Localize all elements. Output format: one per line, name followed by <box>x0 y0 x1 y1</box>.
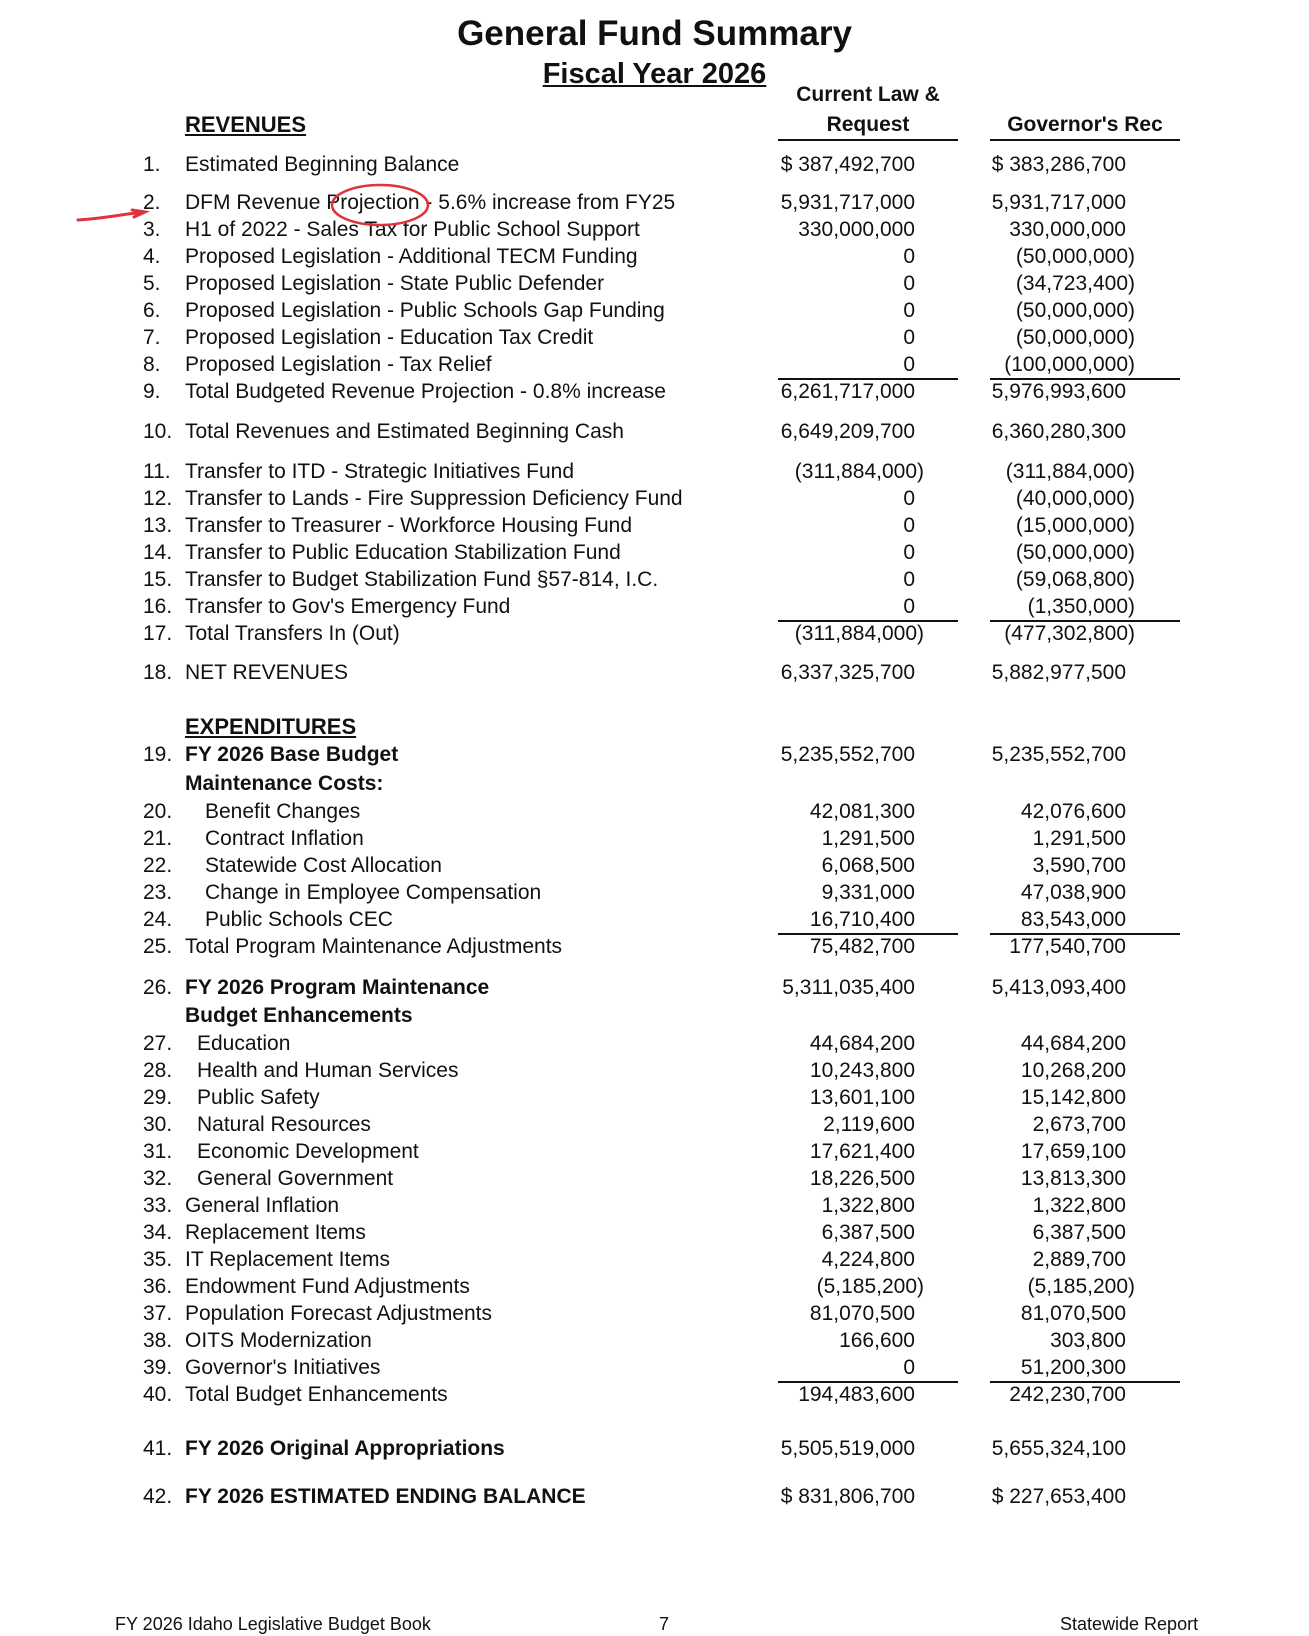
row-label: IT Replacement Items <box>185 1248 391 1271</box>
row-number: 7. <box>143 326 161 349</box>
row-governors-rec: (34,723,400) <box>1015 272 1135 295</box>
row-current-law: 0 <box>903 595 915 618</box>
row-number: 8. <box>143 353 161 376</box>
row-number: 21. <box>143 827 173 850</box>
row-governors-rec: $ 227,653,400 <box>991 1485 1126 1508</box>
row-label: Proposed Legislation - Tax Relief <box>185 353 492 376</box>
row-governors-rec: 83,543,000 <box>1020 908 1126 931</box>
row-number: 29. <box>143 1086 173 1109</box>
row-number: 42. <box>143 1485 173 1508</box>
row-current-law: $ 387,492,700 <box>780 153 915 176</box>
row-label: Proposed Legislation - Additional TECM Funding <box>185 245 638 268</box>
row-current-law: $ 831,806,700 <box>780 1485 915 1508</box>
row-governors-rec: 5,976,993,600 <box>991 380 1126 403</box>
row-governors-rec: 5,235,552,700 <box>991 743 1126 766</box>
row-governors-rec: (40,000,000) <box>1015 487 1135 510</box>
row-number: 15. <box>143 568 173 591</box>
subsection-budget-enhancements: Budget Enhancements <box>185 1004 413 1027</box>
row-label: Proposed Legislation - Public Schools Gap Funding <box>185 299 665 322</box>
row-current-law: 5,505,519,000 <box>780 1437 915 1460</box>
page-title: General Fund Summary <box>457 14 852 53</box>
section-expenditures: EXPENDITURES <box>185 714 357 739</box>
row-current-law: 44,684,200 <box>809 1032 915 1055</box>
row-governors-rec: (50,000,000) <box>1015 299 1135 322</box>
row-governors-rec: (50,000,000) <box>1015 541 1135 564</box>
row-governors-rec: (311,884,000) <box>1005 460 1135 483</box>
column-header-current-law-line1: Current Law & <box>796 83 940 106</box>
row-current-law: 0 <box>903 245 915 268</box>
row-current-law: 81,070,500 <box>809 1302 915 1325</box>
row-governors-rec: (15,000,000) <box>1015 514 1135 537</box>
row-current-law: 18,226,500 <box>809 1167 915 1190</box>
row-current-law: 9,331,000 <box>821 881 915 904</box>
row-governors-rec: 5,413,093,400 <box>991 976 1126 999</box>
red-arrow-mark <box>78 210 145 220</box>
row-governors-rec: (477,302,800) <box>1004 622 1135 645</box>
row-governors-rec: (5,185,200) <box>1027 1275 1135 1298</box>
row-governors-rec: 3,590,700 <box>1032 854 1126 877</box>
row-governors-rec: (59,068,800) <box>1015 568 1135 591</box>
row-label: Total Transfers In (Out) <box>185 622 400 645</box>
row-label: OITS Modernization <box>185 1329 372 1352</box>
row-governors-rec: 2,673,700 <box>1032 1113 1126 1136</box>
row-label: H1 of 2022 - Sales Tax for Public School Support <box>185 218 640 241</box>
row-label: NET REVENUES <box>185 661 348 684</box>
row-label: FY 2026 Base Budget <box>185 743 399 766</box>
row-label: Total Program Maintenance Adjustments <box>185 935 563 958</box>
row-governors-rec: 81,070,500 <box>1020 1302 1126 1325</box>
row-governors-rec: 51,200,300 <box>1020 1356 1126 1379</box>
row-number: 12. <box>143 487 173 510</box>
row-current-law: (311,884,000) <box>794 622 924 645</box>
row-label: Education <box>197 1032 291 1055</box>
row-label: Total Revenues and Estimated Beginning Cash <box>185 420 624 443</box>
row-label: FY 2026 Original Appropriations <box>185 1437 505 1460</box>
row-number: 17. <box>143 622 173 645</box>
row-label: Proposed Legislation - Education Tax Credit <box>185 326 594 349</box>
row-governors-rec: 44,684,200 <box>1020 1032 1126 1055</box>
row-current-law: 75,482,700 <box>809 935 915 958</box>
row-current-law: 2,119,600 <box>823 1113 915 1136</box>
row-current-law: 194,483,600 <box>798 1383 915 1406</box>
row-label: Natural Resources <box>197 1113 371 1136</box>
section-revenues: REVENUES <box>185 112 307 137</box>
footer-book-title: FY 2026 Idaho Legislative Budget Book <box>115 1614 431 1634</box>
row-governors-rec: 1,322,800 <box>1032 1194 1126 1217</box>
row-label: Endowment Fund Adjustments <box>185 1275 470 1298</box>
row-number: 35. <box>143 1248 173 1271</box>
row-number: 23. <box>143 881 173 904</box>
row-label: General Inflation <box>185 1194 340 1217</box>
row-current-law: 6,387,500 <box>821 1221 915 1244</box>
row-number: 24. <box>143 908 173 931</box>
row-label: Transfer to ITD - Strategic Initiatives Fund <box>185 460 575 483</box>
row-number: 3. <box>143 218 161 241</box>
row-current-law: 17,621,400 <box>809 1140 915 1163</box>
row-governors-rec: 330,000,000 <box>1009 218 1126 241</box>
row-number: 14. <box>143 541 173 564</box>
row-number: 41. <box>143 1437 173 1460</box>
column-header-governors-rec: Governor's Rec <box>1007 113 1163 136</box>
row-current-law: (5,185,200) <box>816 1275 924 1298</box>
row-current-law: (311,884,000) <box>794 460 924 483</box>
column-header-current-law-line2: Request <box>826 113 910 136</box>
row-governors-rec: $ 383,286,700 <box>991 153 1126 176</box>
row-label: Total Budget Enhancements <box>185 1383 448 1406</box>
row-number: 13. <box>143 514 173 537</box>
footer-report-name: Statewide Report <box>1060 1614 1199 1634</box>
row-label: Transfer to Budget Stabilization Fund §57-814, I.C. <box>185 568 659 591</box>
row-governors-rec: 10,268,200 <box>1020 1059 1126 1082</box>
row-current-law: 0 <box>903 326 915 349</box>
row-current-law: 6,261,717,000 <box>780 380 915 403</box>
row-number: 16. <box>143 595 173 618</box>
row-label: Economic Development <box>197 1140 419 1163</box>
row-label: Transfer to Public Education Stabilization Fund <box>185 541 621 564</box>
row-number: 4. <box>143 245 161 268</box>
row-governors-rec: (100,000,000) <box>1004 353 1135 376</box>
row-current-law: 0 <box>903 1356 915 1379</box>
row-label: Contract Inflation <box>205 827 364 850</box>
row-label: Transfer to Gov's Emergency Fund <box>185 595 511 618</box>
row-label: Public Schools CEC <box>205 908 393 931</box>
row-number: 5. <box>143 272 161 295</box>
row-number: 9. <box>143 380 161 403</box>
row-number: 28. <box>143 1059 173 1082</box>
row-current-law: 16,710,400 <box>809 908 915 931</box>
row-number: 34. <box>143 1221 173 1244</box>
row-label: Proposed Legislation - State Public Defender <box>185 272 605 295</box>
row-label: DFM Revenue Projection - 5.6% increase from FY25 <box>185 191 676 214</box>
row-current-law: 0 <box>903 487 915 510</box>
row-current-law: 1,291,500 <box>821 827 915 850</box>
row-number: 32. <box>143 1167 173 1190</box>
row-label: Replacement Items <box>185 1221 366 1244</box>
row-label: Governor's Initiatives <box>185 1356 381 1379</box>
row-governors-rec: 5,931,717,000 <box>991 191 1126 214</box>
row-current-law: 330,000,000 <box>798 218 915 241</box>
row-current-law: 0 <box>903 541 915 564</box>
row-current-law: 5,235,552,700 <box>780 743 915 766</box>
row-governors-rec: (1,350,000) <box>1027 595 1135 618</box>
row-number: 20. <box>143 800 173 823</box>
row-governors-rec: 242,230,700 <box>1009 1383 1126 1406</box>
row-number: 25. <box>143 935 173 958</box>
row-current-law: 166,600 <box>839 1329 915 1352</box>
row-number: 33. <box>143 1194 173 1217</box>
row-label: Change in Employee Compensation <box>205 881 542 904</box>
row-current-law: 6,337,325,700 <box>780 661 915 684</box>
row-label: Transfer to Lands - Fire Suppression Deficiency Fund <box>185 487 683 510</box>
row-number: 22. <box>143 854 173 877</box>
row-label: Benefit Changes <box>205 800 361 823</box>
row-current-law: 1,322,800 <box>821 1194 915 1217</box>
row-number: 27. <box>143 1032 173 1055</box>
row-label: General Government <box>197 1167 394 1190</box>
row-governors-rec: 177,540,700 <box>1009 935 1126 958</box>
row-label: FY 2026 Program Maintenance <box>185 976 490 999</box>
page-subtitle: Fiscal Year 2026 <box>542 58 767 90</box>
row-number: 11. <box>143 460 171 483</box>
row-governors-rec: 47,038,900 <box>1020 881 1126 904</box>
row-number: 19. <box>143 743 173 766</box>
row-number: 40. <box>143 1383 173 1406</box>
row-number: 37. <box>143 1302 173 1325</box>
row-governors-rec: 2,889,700 <box>1032 1248 1126 1271</box>
row-current-law: 13,601,100 <box>809 1086 915 1109</box>
row-label: FY 2026 ESTIMATED ENDING BALANCE <box>185 1485 586 1508</box>
row-governors-rec: 17,659,100 <box>1020 1140 1126 1163</box>
row-label: Public Safety <box>197 1086 320 1109</box>
red-circle-mark <box>332 185 428 225</box>
row-governors-rec: 5,882,977,500 <box>991 661 1126 684</box>
row-current-law: 6,649,209,700 <box>780 420 915 443</box>
row-number: 2. <box>143 191 161 214</box>
row-governors-rec: 6,360,280,300 <box>991 420 1126 443</box>
row-governors-rec: 15,142,800 <box>1020 1086 1126 1109</box>
subsection-maintenance-costs: Maintenance Costs: <box>185 772 384 795</box>
row-number: 6. <box>143 299 161 322</box>
row-current-law: 0 <box>903 299 915 322</box>
row-number: 31. <box>143 1140 173 1163</box>
row-number: 36. <box>143 1275 173 1298</box>
row-governors-rec: 5,655,324,100 <box>991 1437 1126 1460</box>
row-number: 10. <box>143 420 173 443</box>
row-number: 39. <box>143 1356 173 1379</box>
row-number: 38. <box>143 1329 173 1352</box>
row-current-law: 6,068,500 <box>821 854 915 877</box>
row-governors-rec: 13,813,300 <box>1020 1167 1126 1190</box>
row-label: Total Budgeted Revenue Projection - 0.8% increase <box>185 380 666 403</box>
row-current-law: 0 <box>903 272 915 295</box>
row-current-law: 0 <box>903 353 915 376</box>
row-number: 26. <box>143 976 173 999</box>
row-current-law: 5,311,035,400 <box>782 976 915 999</box>
row-number: 18. <box>143 661 173 684</box>
row-governors-rec: (50,000,000) <box>1015 245 1135 268</box>
row-governors-rec: 6,387,500 <box>1032 1221 1126 1244</box>
row-governors-rec: 1,291,500 <box>1032 827 1126 850</box>
row-label: Estimated Beginning Balance <box>185 153 460 176</box>
row-current-law: 5,931,717,000 <box>780 191 915 214</box>
row-label: Transfer to Treasurer - Workforce Housing Fund <box>185 514 632 537</box>
row-current-law: 0 <box>903 568 915 591</box>
row-label: Population Forecast Adjustments <box>185 1302 493 1325</box>
row-label: Health and Human Services <box>197 1059 459 1082</box>
footer-page-number: 7 <box>659 1614 670 1634</box>
row-current-law: 4,224,800 <box>821 1248 915 1271</box>
row-governors-rec: (50,000,000) <box>1015 326 1135 349</box>
row-number: 1. <box>143 153 161 176</box>
row-current-law: 42,081,300 <box>809 800 915 823</box>
row-current-law: 10,243,800 <box>809 1059 915 1082</box>
row-label: Statewide Cost Allocation <box>205 854 442 877</box>
row-current-law: 0 <box>903 514 915 537</box>
row-governors-rec: 303,800 <box>1050 1329 1126 1352</box>
row-governors-rec: 42,076,600 <box>1020 800 1126 823</box>
row-number: 30. <box>143 1113 173 1136</box>
